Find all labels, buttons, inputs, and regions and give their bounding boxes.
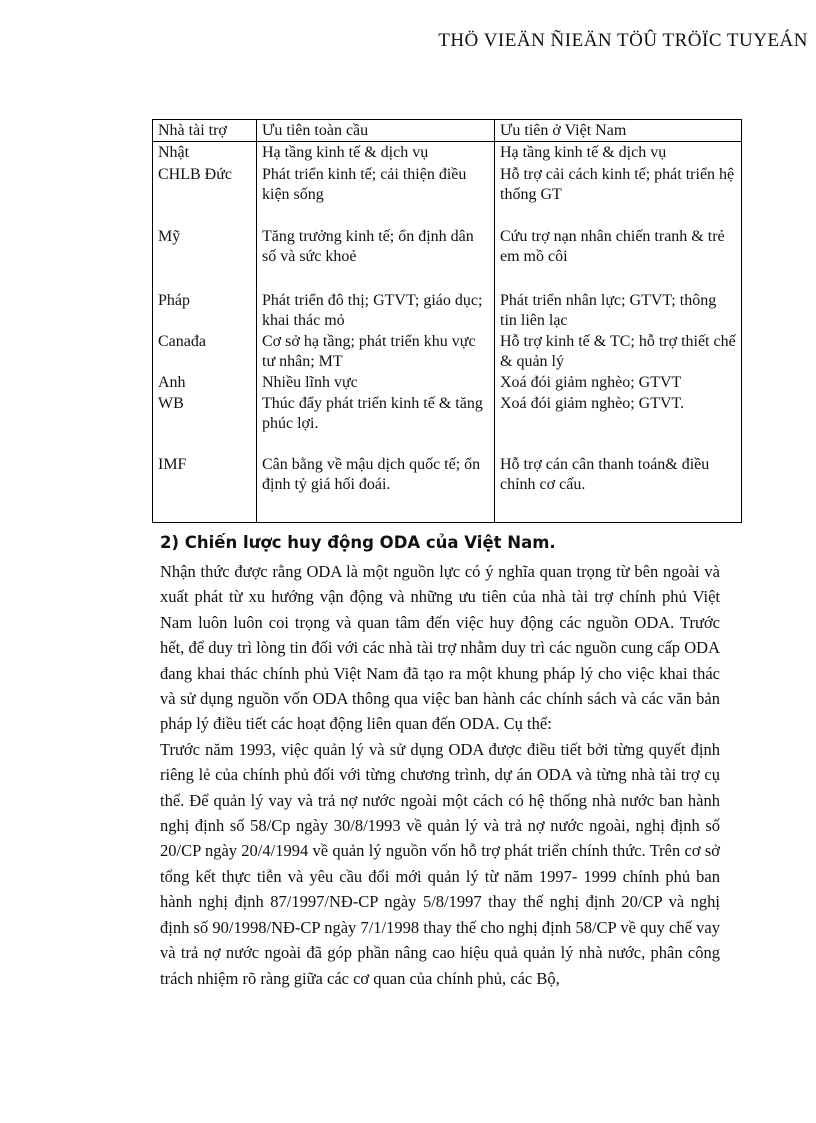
table-row bbox=[153, 331, 742, 372]
table-row bbox=[153, 454, 742, 523]
table-row bbox=[153, 393, 742, 454]
vietnam-priority-cell: Xoá đói giảm nghèo; GTVT bbox=[495, 372, 742, 393]
table-row bbox=[153, 164, 742, 226]
donor-cell: Pháp bbox=[153, 290, 257, 331]
global-priority-cell: Thúc đẩy phát triển kinh tế & tăng phúc lợi. bbox=[257, 393, 495, 454]
global-priority-cell: Hạ tầng kinh tế & dịch vụ bbox=[257, 142, 495, 164]
section-heading: 2) Chiến lược huy động ODA của Việt Nam. bbox=[160, 533, 556, 552]
column-header-vietnam-priority: Ưu tiên ở Việt Nam bbox=[495, 120, 742, 142]
vietnam-priority-cell: Hỗ trợ cán cân thanh toán& điều chỉnh cơ cấu. bbox=[495, 454, 742, 523]
donor-cell: WB bbox=[153, 393, 257, 454]
table-row bbox=[153, 142, 742, 164]
donor-cell: Anh bbox=[153, 372, 257, 393]
column-header-donor: Nhà tài trợ bbox=[153, 120, 257, 142]
paragraph: Nhận thức được rằng ODA là một nguồn lực có ý nghĩa quan trọng từ bên ngoài và xuất phát từ xu hướng vận động và những ưu tiên của nhà tài trợ chính phủ Việt Nam luôn luôn coi trọng và quan tâm đến việc huy động các nguồn ODA. Trước hết, để duy trì lòng tin đối với các nhà tài trợ nhằm duy trì các nguồn cung cấp ODA đang khai thác chính phủ Việt Nam đã tạo ra một khung pháp lý cho việc khai thác và sử dụng nguồn vốn ODA thông qua việc ban hành các chính sách và các văn bản pháp lý điều tiết các hoạt động liên quan đến ODA. Cụ thể: bbox=[160, 562, 720, 734]
donor-cell: Nhật bbox=[153, 142, 257, 164]
vietnam-priority-cell: Hạ tầng kinh tế & dịch vụ bbox=[495, 142, 742, 164]
donor-cell: Canađa bbox=[153, 331, 257, 372]
page-header: THÖ VIEÄN ÑIEÄN TÖÛ TRÖÏC TUYEÁN bbox=[438, 30, 808, 51]
vietnam-priority-cell: Hỗ trợ kinh tế & TC; hỗ trợ thiết chế & quản lý bbox=[495, 331, 742, 372]
table-row bbox=[153, 290, 742, 331]
global-priority-cell: Phát triển kinh tế; cải thiện điều kiện sống bbox=[257, 164, 495, 226]
table-row bbox=[153, 372, 742, 393]
global-priority-cell: Tăng trưởng kinh tế; ổn định dân số và sức khoẻ bbox=[257, 226, 495, 290]
donor-cell: IMF bbox=[153, 454, 257, 523]
column-header-global-priority: Ưu tiên toàn cầu bbox=[257, 120, 495, 142]
paragraph: Trước năm 1993, việc quản lý và sử dụng ODA được điều tiết bởi từng quyết định riêng lẻ của chính phủ đối với từng chương trình, dự án ODA và từng nhà tài trợ cụ thể. Để quản lý vay và trả nợ nước ngoài một cách có hệ thống nhà nước ban hành nghị định số 58/Cp ngày 30/8/1993 về quản lý và trả nợ nước ngoài, nghị định số 20/CP ngày 20/4/1994 về quản lý nguồn vốn hỗ trợ phát triển chính thức. Trên cơ sở tổng kết thực tiễn và yêu cầu đổi mới quản lý từ năm 1997- 1999 chính phủ ban hành nghị định 87/1997/NĐ-CP ngày 5/8/1997 thay thế nghị định 20/CP và nghị định số 90/1998/NĐ-CP ngày 7/1/1998 thay thế cho nghị định 58/CP về quy chế vay và trả nợ nước ngoài đã góp phần nâng cao hiệu quả quản lý nhà nước, phân công trách nhiệm rõ ràng giữa các cơ quan của chính phủ, các Bộ, bbox=[160, 739, 720, 988]
section-body bbox=[160, 559, 720, 991]
global-priority-cell: Nhiều lĩnh vực bbox=[257, 372, 495, 393]
global-priority-cell: Phát triển đô thị; GTVT; giáo dục; khai thác mỏ bbox=[257, 290, 495, 331]
donor-cell: Mỹ bbox=[153, 226, 257, 290]
vietnam-priority-cell: Hỗ trợ cải cách kinh tế; phát triển hệ thống GT bbox=[495, 164, 742, 226]
table-row bbox=[153, 226, 742, 290]
oda-donor-priorities-table bbox=[152, 119, 742, 523]
global-priority-cell: Cân bằng về mậu dịch quốc tế; ổn định tỷ giá hối đoái. bbox=[257, 454, 495, 523]
vietnam-priority-cell: Cứu trợ nạn nhân chiến tranh & trẻ em mồ côi bbox=[495, 226, 742, 290]
table-header-row bbox=[153, 120, 742, 142]
global-priority-cell: Cơ sở hạ tầng; phát triển khu vực tư nhân; MT bbox=[257, 331, 495, 372]
vietnam-priority-cell: Xoá đói giảm nghèo; GTVT. bbox=[495, 393, 742, 454]
vietnam-priority-cell: Phát triển nhân lực; GTVT; thông tin liên lạc bbox=[495, 290, 742, 331]
donor-cell: CHLB Đức bbox=[153, 164, 257, 226]
